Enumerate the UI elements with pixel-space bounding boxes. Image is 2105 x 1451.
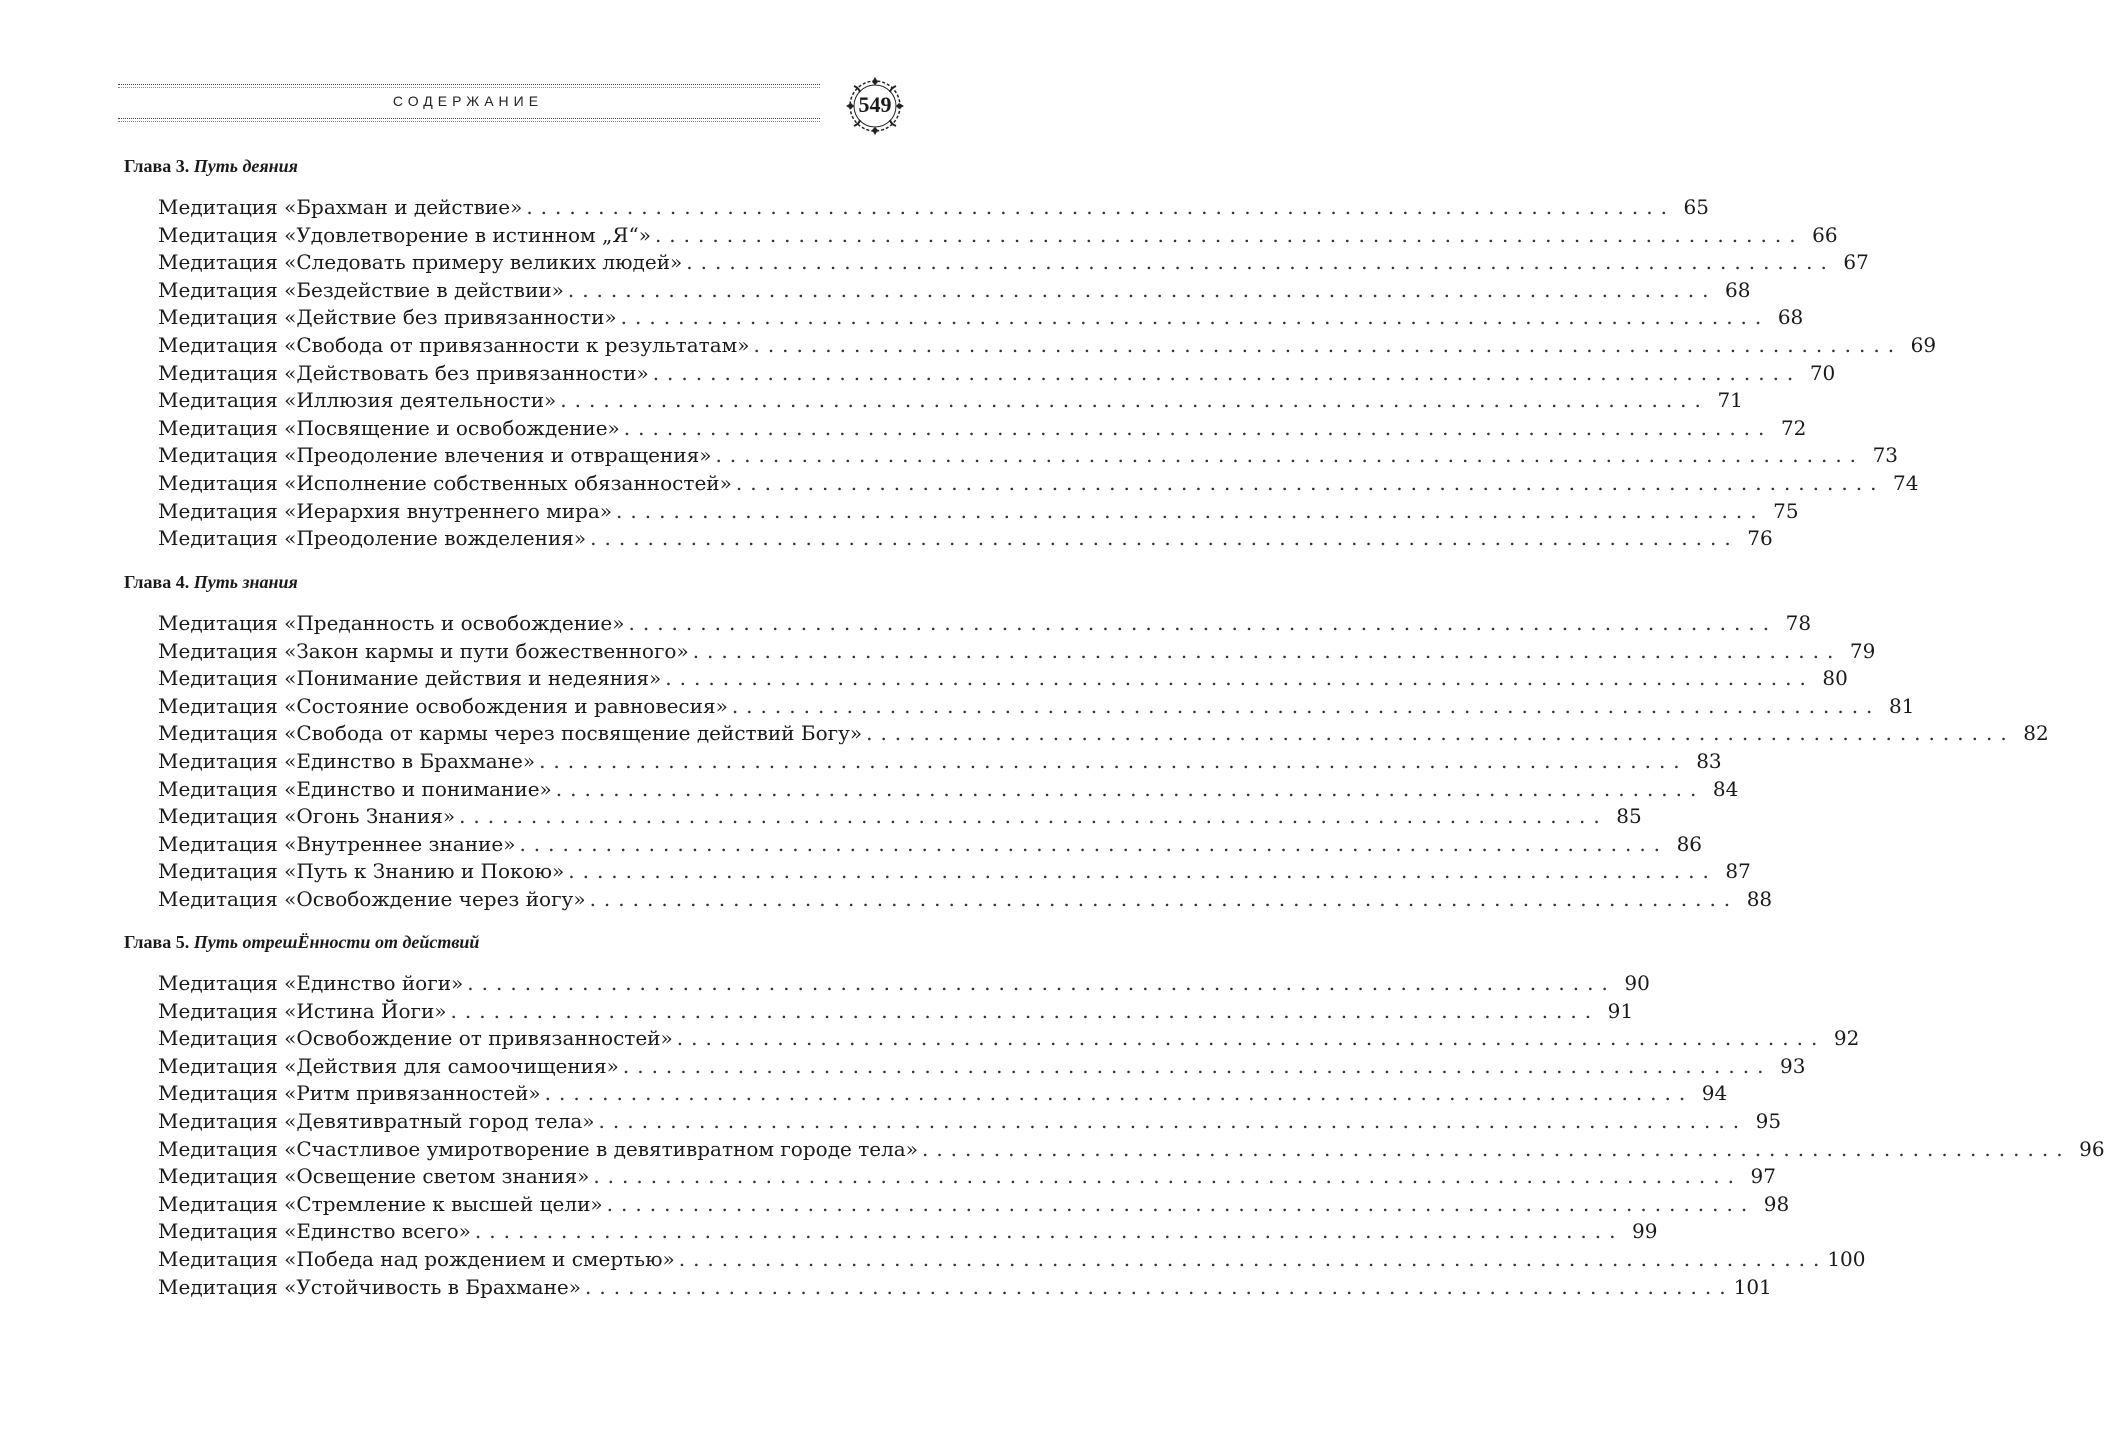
toc-entry-title: Медитация «Ритм привязанностей» xyxy=(158,1081,541,1106)
chapter-title xyxy=(124,928,904,956)
toc-entry-title: Медитация «Брахман и действие» xyxy=(158,195,523,219)
page-number-ornament xyxy=(842,74,908,138)
toc-entry[interactable] xyxy=(158,831,1703,859)
dot-leader: ................................................................................ xyxy=(623,415,1773,440)
toc-entry-page: 86 xyxy=(1676,831,1703,856)
toc-entry[interactable] xyxy=(158,638,1876,666)
toc-entry-page: 85 xyxy=(1616,804,1642,829)
toc-entry-title: Медитация «Преданность и освобождение» xyxy=(158,611,625,635)
toc-entry-title: Медитация «Действие без привязанности» xyxy=(158,305,617,330)
toc-entry[interactable] xyxy=(158,720,2049,748)
toc-entry[interactable] xyxy=(158,498,1799,526)
toc-entry-title: Медитация «Состояние освобождения и равновесия» xyxy=(158,693,728,718)
toc-entry[interactable] xyxy=(158,665,1848,693)
dot-leader: ................................................................................ xyxy=(539,748,1688,773)
toc-entry-title: Медитация «Преодоление влечения и отвращения» xyxy=(158,443,712,468)
toc-entry[interactable] xyxy=(158,693,1915,721)
chapter-label: Глава 3. xyxy=(124,156,190,176)
toc-entry-title: Медитация «Посвящение и освобождение» xyxy=(158,415,620,440)
chapter-label: Глава 4. xyxy=(124,572,190,592)
toc-entry-title: Медитация «Путь к Знанию и Покою» xyxy=(158,859,565,884)
toc-entry-title: Медитация «Следовать примеру великих людей» xyxy=(158,250,683,275)
toc-entry-page: 66 xyxy=(1812,222,1838,247)
toc-entry-title: Медитация «Внутреннее знание» xyxy=(158,831,516,856)
toc-entry[interactable] xyxy=(158,332,1937,360)
toc-entry-page: 68 xyxy=(1777,305,1804,330)
toc-entry-title: Медитация «Огонь Знания» xyxy=(158,804,456,829)
dot-leader: ................................................................................ xyxy=(590,526,1739,551)
dot-leader: ................................................................................ xyxy=(692,638,1842,663)
page-number: 549 xyxy=(858,92,892,117)
header-rule-top xyxy=(118,84,820,88)
dot-leader: ................................................................................ xyxy=(526,195,1675,219)
toc-entry-page: 92 xyxy=(1833,1026,1860,1051)
dot-leader: ................................................................................ xyxy=(598,1108,1748,1133)
toc-entry-page: 78 xyxy=(1785,611,1812,635)
toc-entry[interactable] xyxy=(158,415,1807,443)
toc-entry[interactable] xyxy=(158,249,1869,277)
toc-entry-page: 87 xyxy=(1725,859,1751,884)
toc-entry-title: Медитация «Истина Йоги» xyxy=(158,998,447,1023)
toc-entry[interactable] xyxy=(158,1218,1658,1246)
dot-leader: ................................................................................ xyxy=(652,360,1802,385)
toc-entry-page: 76 xyxy=(1747,526,1773,551)
toc-entry[interactable] xyxy=(158,1080,1728,1108)
toc-entry-page: 98 xyxy=(1763,1191,1790,1216)
toc-entry-title: Медитация «Действовать без привязанности» xyxy=(158,360,649,385)
toc-entry-page: 82 xyxy=(2023,721,2049,746)
toc-entry-title: Медитация «Преодоление вожделения» xyxy=(158,526,587,551)
toc-entry[interactable] xyxy=(158,277,1751,305)
toc-list xyxy=(124,610,2049,914)
toc-entry-title: Медитация «Действия для самоочищения» xyxy=(158,1053,619,1078)
dot-leader: ................................................................................ xyxy=(568,859,1717,884)
toc-entry-page: 94 xyxy=(1701,1081,1728,1106)
toc-entry-page: 69 xyxy=(1910,332,1937,357)
toc-entry[interactable] xyxy=(158,1191,1790,1219)
dot-leader: ................................................................................ xyxy=(467,971,1616,995)
toc-entry-page: 91 xyxy=(1607,998,1634,1023)
toc-entry-page: 67 xyxy=(1843,250,1869,275)
toc-entry-title: Медитация «Закон кармы и пути божественного» xyxy=(158,638,689,663)
dot-leader: ................................................................................ xyxy=(567,277,1717,302)
dot-leader: ................................................................................ xyxy=(866,721,2015,746)
toc-entry-title: Медитация «Освобождение через йогу» xyxy=(158,886,586,911)
chapter-4 xyxy=(124,568,2049,914)
toc-entry-title: Медитация «Единство йоги» xyxy=(158,971,464,995)
toc-entry[interactable] xyxy=(158,1053,1806,1081)
toc-entry-title: Медитация «Единство всего» xyxy=(158,1219,471,1244)
toc-entry-title: Медитация «Счастливое умиротворение в девятивратном городе тела» xyxy=(158,1136,918,1161)
toc-entry[interactable] xyxy=(158,1025,1860,1053)
toc-entry[interactable] xyxy=(158,304,1804,332)
chapter-5 xyxy=(124,928,2105,1301)
toc-entry-page: 90 xyxy=(1624,971,1650,995)
chapter-name: Путь знания xyxy=(193,572,298,592)
toc-entry-title: Медитация «Свобода от привязанности к результатам» xyxy=(158,332,750,357)
chapter-name: Путь отрешЁнности от действий xyxy=(193,932,480,952)
chapter-3 xyxy=(124,152,1937,553)
dot-leader: ................................................................................ xyxy=(654,222,1804,247)
dot-leader: ................................................................................ xyxy=(555,776,1705,801)
toc-entry[interactable] xyxy=(158,194,1709,222)
toc-entry[interactable] xyxy=(158,1246,1866,1274)
toc-entry-title: Медитация «Девятивратный город тела» xyxy=(158,1108,595,1133)
toc-entry-page: 99 xyxy=(1632,1219,1658,1244)
toc-entry-page: 97 xyxy=(1750,1164,1776,1189)
toc-entry[interactable] xyxy=(158,1274,1772,1302)
toc-entry-page: 79 xyxy=(1849,638,1876,663)
toc-entry-page: 68 xyxy=(1724,277,1751,302)
toc-entry[interactable] xyxy=(158,748,1722,776)
dot-leader: ................................................................................ xyxy=(474,1219,1624,1244)
toc-entry[interactable] xyxy=(158,998,1634,1026)
toc-entry-page: 75 xyxy=(1773,498,1799,523)
dot-leader: ................................................................................ xyxy=(715,443,1865,468)
dot-leader: ................................................................................ xyxy=(753,332,1903,357)
toc-entry[interactable] xyxy=(158,1136,2105,1164)
toc-entry-page: 70 xyxy=(1809,360,1836,385)
chapter-name: Путь деяния xyxy=(193,156,298,176)
toc-entry-title: Медитация «Освобождение от привязанностей» xyxy=(158,1026,673,1051)
dot-leader: ................................................................................ xyxy=(585,1274,1734,1299)
toc-entry-title: Медитация «Единство и понимание» xyxy=(158,776,552,801)
toc-entry-title: Медитация «Иллюзия деятельности» xyxy=(158,388,557,413)
toc-entry-title: Медитация «Устойчивость в Брахмане» xyxy=(158,1274,582,1299)
toc-entry-page: 83 xyxy=(1696,748,1722,773)
toc-entry-page: 80 xyxy=(1822,666,1848,691)
toc-list xyxy=(124,194,1937,553)
toc-entry[interactable] xyxy=(158,970,1650,998)
toc-entry[interactable] xyxy=(158,886,1773,914)
dot-leader: ................................................................................ xyxy=(616,498,1765,523)
toc-entry-title: Медитация «Иерархия внутреннего мира» xyxy=(158,498,613,523)
dot-leader: ................................................................................ xyxy=(678,1246,1828,1271)
toc-entry-title: Медитация «Стремление к высшей цели» xyxy=(158,1191,603,1216)
toc-entry[interactable] xyxy=(158,858,1751,886)
dot-leader: ................................................................................ xyxy=(628,611,1778,635)
toc-entry-title: Медитация «Исполнение собственных обязанностей» xyxy=(158,470,732,495)
toc-entry-page: 73 xyxy=(1872,443,1899,468)
dot-leader: ................................................................................ xyxy=(676,1026,1826,1051)
toc-entry-title: Медитация «Победа над рождением и смертью» xyxy=(158,1246,675,1271)
toc-entry-page: 95 xyxy=(1755,1108,1782,1133)
toc-entry[interactable] xyxy=(158,442,1899,470)
dot-leader: ................................................................................ xyxy=(921,1136,2071,1161)
toc-entry[interactable] xyxy=(158,387,1743,415)
toc-entry[interactable] xyxy=(158,222,1838,250)
toc-entry-page: 101 xyxy=(1733,1274,1772,1299)
toc-entry[interactable] xyxy=(158,1163,1776,1191)
toc-entry-title: Медитация «Понимание действия и недеяния» xyxy=(158,666,662,691)
toc-entry-page: 72 xyxy=(1780,415,1807,440)
toc-entry-page: 96 xyxy=(2079,1136,2105,1161)
toc-entry-title: Медитация «Свобода от кармы через посвящение действий Богу» xyxy=(158,721,863,746)
toc-entry-title: Медитация «Освещение светом знания» xyxy=(158,1164,590,1189)
toc-entry-page: 84 xyxy=(1712,776,1739,801)
running-header xyxy=(118,78,908,134)
dot-leader: ................................................................................ xyxy=(519,831,1669,856)
toc-entry-title: Медитация «Единство в Брахмане» xyxy=(158,748,536,773)
toc-entry-page: 93 xyxy=(1780,1053,1806,1078)
toc-entry[interactable] xyxy=(158,1108,1782,1136)
toc-entry[interactable] xyxy=(158,360,1836,388)
dot-leader: ................................................................................ xyxy=(593,1164,1742,1189)
toc-entry[interactable] xyxy=(158,525,1773,553)
chapter-label: Глава 5. xyxy=(124,932,190,952)
dot-leader: ................................................................................ xyxy=(622,1053,1772,1078)
toc-entry-page: 74 xyxy=(1893,470,1919,495)
dot-leader: ................................................................................ xyxy=(459,804,1608,829)
toc-entry-page: 100 xyxy=(1827,1246,1866,1271)
toc-entry-page: 71 xyxy=(1717,388,1743,413)
toc-entry[interactable] xyxy=(158,610,1812,638)
toc-list xyxy=(124,970,2105,1301)
toc-entry-page: 88 xyxy=(1746,886,1773,911)
dot-leader: ................................................................................ xyxy=(589,886,1739,911)
chapter-title xyxy=(124,568,904,596)
toc-entry[interactable] xyxy=(158,776,1739,804)
dot-leader: ................................................................................ xyxy=(560,388,1709,413)
toc-entry[interactable] xyxy=(158,803,1642,831)
toc-entry-page: 65 xyxy=(1683,195,1709,219)
chapter-title xyxy=(124,152,904,180)
running-title: СОДЕРЖАНИЕ xyxy=(392,93,544,109)
dot-leader: ................................................................................ xyxy=(731,693,1881,718)
dot-leader: ................................................................................ xyxy=(686,250,1835,275)
dot-leader: ................................................................................ xyxy=(620,305,1770,330)
toc-entry-page: 81 xyxy=(1888,693,1915,718)
dot-leader: ................................................................................ xyxy=(606,1191,1756,1216)
dot-leader: ................................................................................ xyxy=(735,470,1885,495)
dot-leader: ................................................................................ xyxy=(665,666,1814,691)
toc-entry-title: Медитация «Бездействие в действии» xyxy=(158,277,564,302)
header-rule-bottom xyxy=(118,118,820,122)
toc-entry-title: Медитация «Удовлетворение в истинном „Я“» xyxy=(158,222,651,247)
dot-leader: ................................................................................ xyxy=(544,1081,1694,1106)
dot-leader: ................................................................................ xyxy=(450,998,1600,1023)
toc-entry[interactable] xyxy=(158,470,1919,498)
